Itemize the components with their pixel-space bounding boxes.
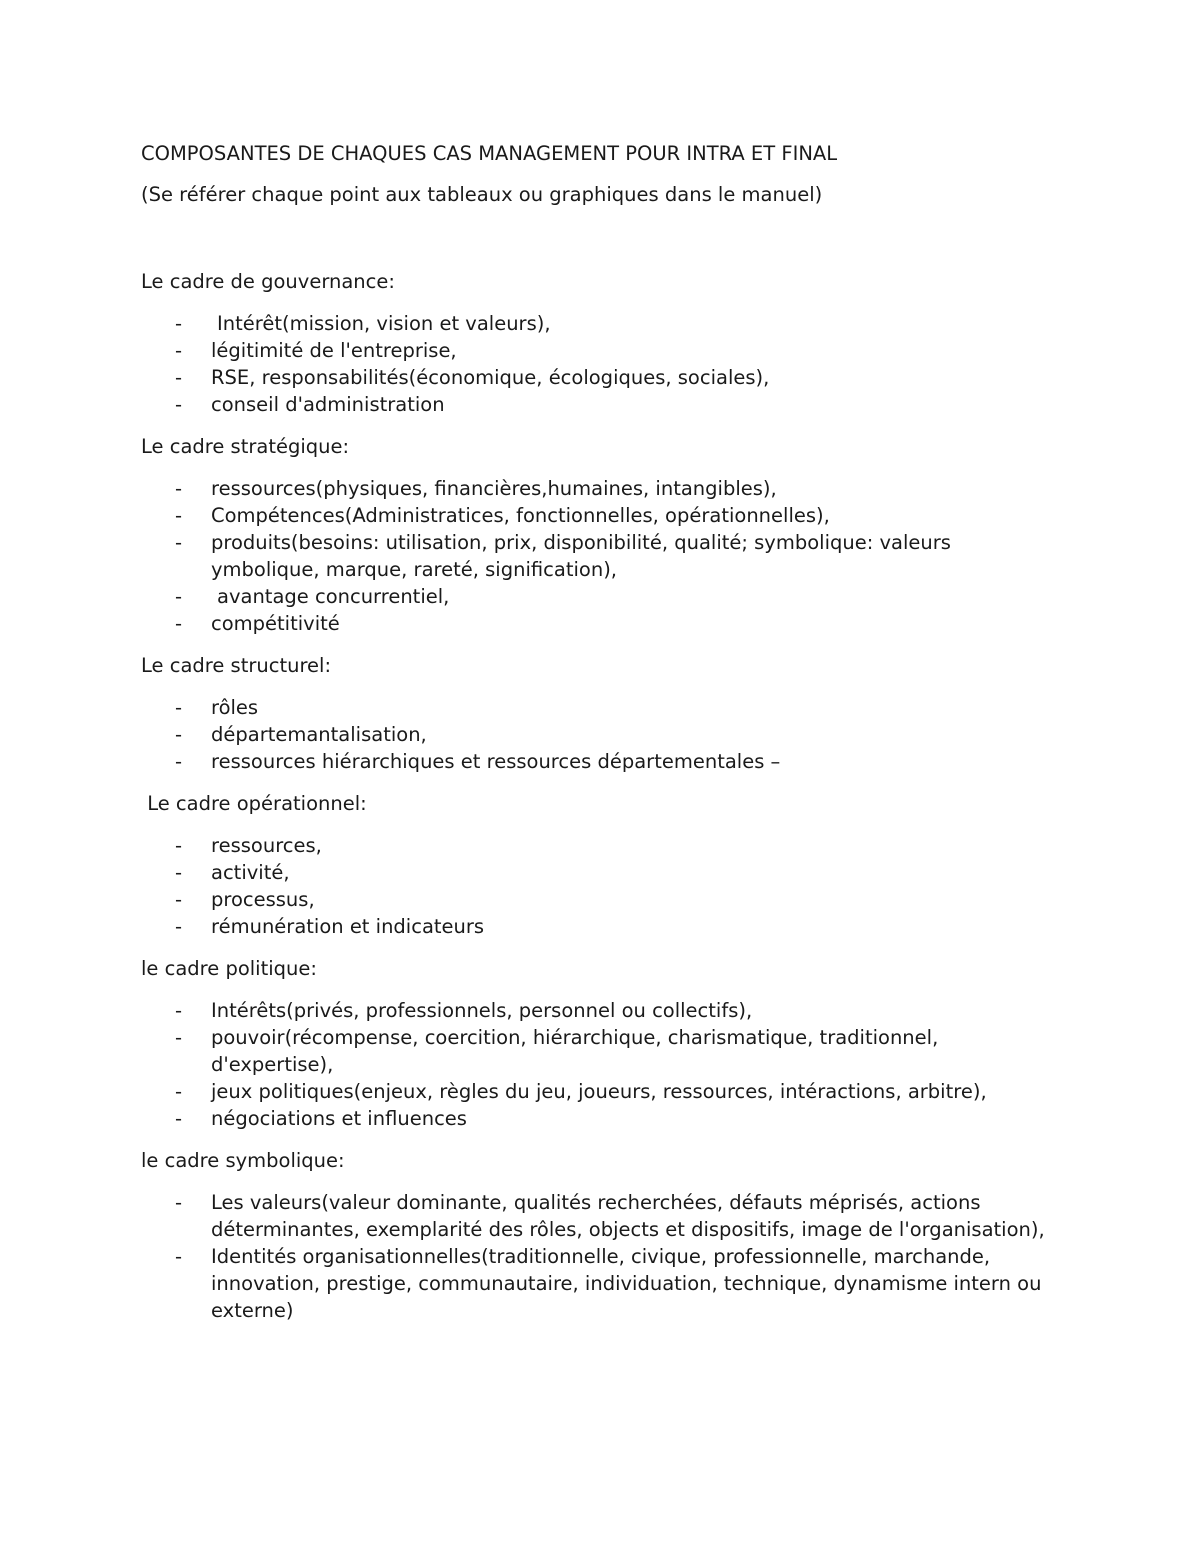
bullet-list <box>141 694 1061 775</box>
list-item <box>141 886 1061 913</box>
list-item-text: rôles <box>211 696 259 719</box>
bullet-dash: - <box>175 834 183 857</box>
list-item-text: ressources(physiques, financières,humaines, intangibles), <box>211 477 777 500</box>
list-item <box>141 337 1061 364</box>
bullet-dash: - <box>175 888 183 911</box>
section-structurel <box>141 652 1061 775</box>
list-item <box>141 1243 1061 1324</box>
list-item <box>141 364 1061 391</box>
bullet-list <box>141 1189 1061 1324</box>
bullet-dash: - <box>175 861 183 884</box>
bullet-dash: - <box>175 999 183 1022</box>
list-item-text: Compétences(Administratices, fonctionnelles, opérationnelles), <box>211 504 830 527</box>
bullet-dash: - <box>175 312 183 335</box>
list-item-text: produits(besoins: utilisation, prix, disponibilité, qualité; symbolique: valeurs ymbolique, marque, rareté, signification), <box>211 531 951 581</box>
section-strategique <box>141 433 1061 637</box>
bullet-list <box>141 475 1061 637</box>
list-item-text: ressources, <box>211 834 322 857</box>
list-item-text: avantage concurrentiel, <box>217 585 450 608</box>
bullet-dash: - <box>175 1107 183 1130</box>
list-item-text: pouvoir(récompense, coercition, hiérarchique, charismatique, traditionnel, d'expertise), <box>211 1026 939 1076</box>
list-item-text: RSE, responsabilités(économique, écologiques, sociales), <box>211 366 770 389</box>
bullet-dash: - <box>175 393 183 416</box>
bullet-dash: - <box>175 585 183 608</box>
list-item <box>141 1105 1061 1132</box>
bullet-dash: - <box>175 696 183 719</box>
section-heading: Le cadre stratégique: <box>141 435 350 458</box>
bullet-list <box>141 310 1061 418</box>
bullet-dash: - <box>175 1191 183 1214</box>
list-item <box>141 859 1061 886</box>
document-title: COMPOSANTES DE CHAQUES CAS MANAGEMENT POUR INTRA ET FINAL <box>141 142 838 165</box>
list-item-text: processus, <box>211 888 315 911</box>
bullet-dash: - <box>175 1245 183 1268</box>
section-heading: Le cadre opérationnel: <box>141 792 367 815</box>
list-item-text: Intérêt(mission, vision et valeurs), <box>217 312 551 335</box>
bullet-dash: - <box>175 750 183 773</box>
list-item <box>141 832 1061 859</box>
document-page <box>141 140 1061 1324</box>
list-item-text: négociations et influences <box>211 1107 467 1130</box>
bullet-list <box>141 997 1061 1132</box>
bullet-dash: - <box>175 531 183 554</box>
bullet-dash: - <box>175 477 183 500</box>
section-heading: le cadre symbolique: <box>141 1149 345 1172</box>
list-item <box>141 694 1061 721</box>
bullet-dash: - <box>175 723 183 746</box>
list-item-text: Identités organisationnelles(traditionnelle, civique, professionnelle, marchande, innovation, prestige, communautaire, individuation, technique, dynamisme intern ou externe) <box>211 1245 1042 1322</box>
bullet-dash: - <box>175 339 183 362</box>
list-item <box>141 1078 1061 1105</box>
list-item <box>141 913 1061 940</box>
list-item-text: ressources hiérarchiques et ressources départementales – <box>211 750 781 773</box>
list-item <box>141 997 1061 1024</box>
bullet-dash: - <box>175 504 183 527</box>
bullet-dash: - <box>175 915 183 938</box>
list-item <box>141 721 1061 748</box>
list-item <box>141 1024 1061 1078</box>
bullet-dash: - <box>175 1026 183 1049</box>
section-operationnel <box>141 790 1061 940</box>
bullet-dash: - <box>175 612 183 635</box>
bullet-list <box>141 832 1061 940</box>
section-heading: le cadre politique: <box>141 957 317 980</box>
list-item <box>141 529 1061 583</box>
list-item <box>141 1189 1061 1243</box>
section-gouvernance <box>141 268 1061 418</box>
list-item-text: jeux politiques(enjeux, règles du jeu, joueurs, ressources, intéractions, arbitre), <box>211 1080 987 1103</box>
list-item <box>141 583 1061 610</box>
list-item <box>141 748 1061 775</box>
section-politique <box>141 955 1061 1132</box>
list-item <box>141 502 1061 529</box>
list-item-text: départemantalisation, <box>211 723 427 746</box>
list-item-text: Intérêts(privés, professionnels, personnel ou collectifs), <box>211 999 753 1022</box>
section-symbolique <box>141 1147 1061 1324</box>
list-item-text: Les valeurs(valeur dominante, qualités recherchées, défauts méprisés, actions déterminantes, exemplarité des rôles, objects et dispositifs, image de l'organisation), <box>211 1191 1045 1241</box>
list-item <box>141 610 1061 637</box>
list-item <box>141 391 1061 418</box>
list-item-text: conseil d'administration <box>211 393 445 416</box>
document-subtitle: (Se référer chaque point aux tableaux ou graphiques dans le manuel) <box>141 183 823 206</box>
list-item-text: activité, <box>211 861 290 884</box>
list-item <box>141 310 1061 337</box>
list-item <box>141 475 1061 502</box>
bullet-dash: - <box>175 366 183 389</box>
list-item-text: compétitivité <box>211 612 340 635</box>
section-heading: Le cadre de gouvernance: <box>141 270 395 293</box>
list-item-text: légitimité de l'entreprise, <box>211 339 457 362</box>
bullet-dash: - <box>175 1080 183 1103</box>
list-item-text: rémunération et indicateurs <box>211 915 485 938</box>
section-heading: Le cadre structurel: <box>141 654 332 677</box>
